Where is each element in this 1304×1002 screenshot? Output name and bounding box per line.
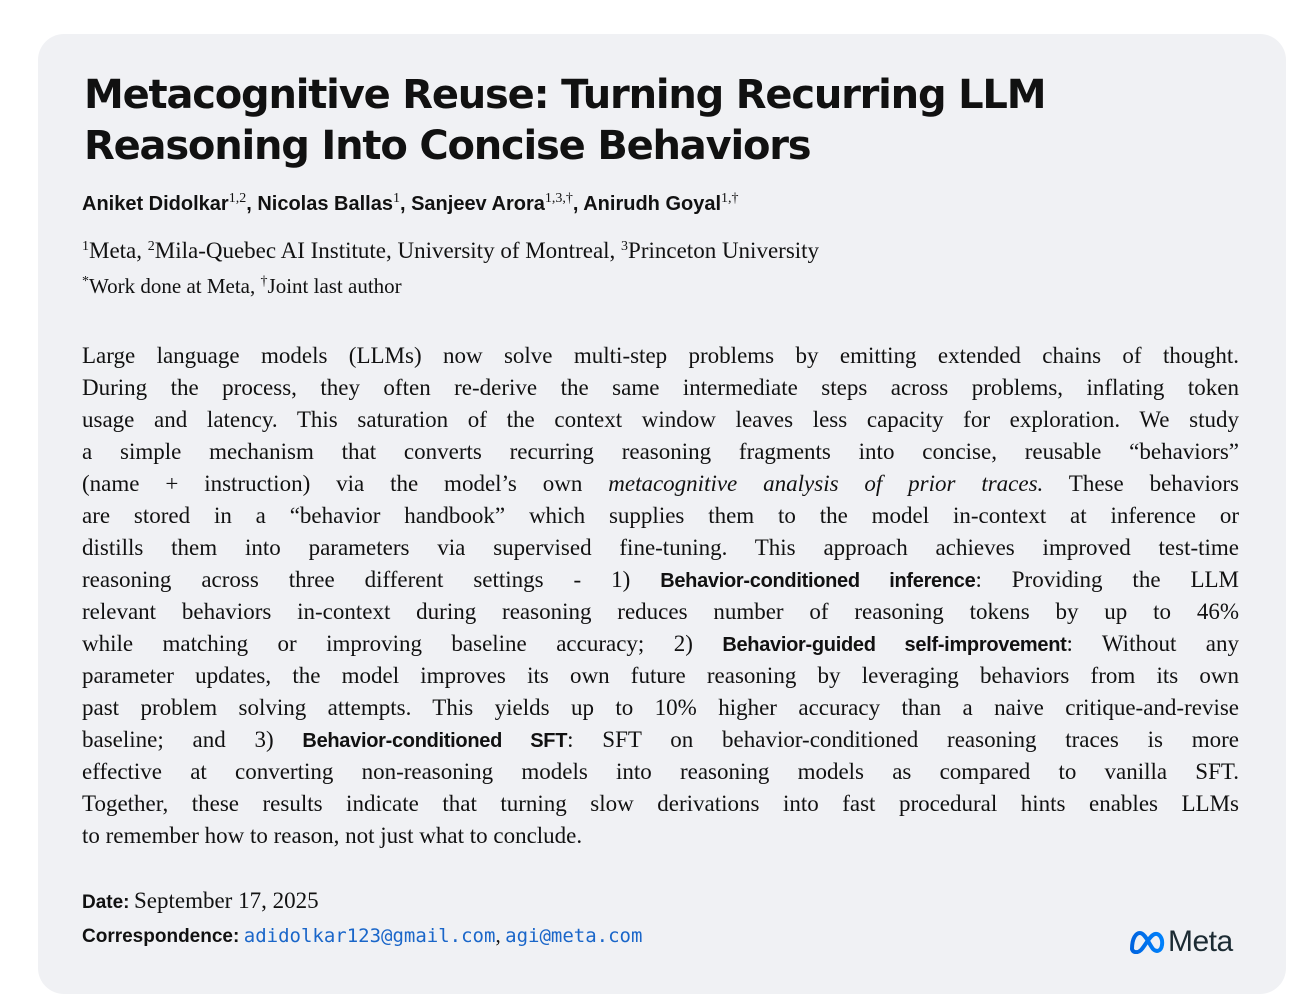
abstract-line: effective at converting non-reasoning models into reasoning models as compared to vanilla SFT. xyxy=(82,759,1239,784)
abstract-bold-term: Behavior-conditioned inference xyxy=(660,570,976,592)
abstract-line: past problem solving attempts. This yields up to 10% higher accuracy than a naive critique-and-revise xyxy=(82,695,1239,720)
abstract-line: usage and latency. This saturation of the context window leaves less capacity for exploration. We study xyxy=(82,407,1239,432)
email-separator: , xyxy=(495,923,501,947)
abstract-line xyxy=(82,564,1239,596)
affiliation-mark: 2 xyxy=(147,239,155,254)
abstract-text: : SFT on behavior-conditioned reasoning traces is more xyxy=(567,727,1239,752)
author-name: Aniket Didolkar xyxy=(82,193,229,215)
abstract-text: while matching or improving baseline accuracy; 2) xyxy=(82,631,693,656)
correspondence-row xyxy=(82,923,642,948)
abstract-line: to remember how to reason, not just what to conclude. xyxy=(82,823,583,848)
note-text: Work done at Meta xyxy=(89,274,251,298)
abstract-line: During the process, they often re-derive the same intermediate steps across problems, inflating token xyxy=(82,375,1239,400)
abstract-text: (name + instruction) via the model’s own xyxy=(82,471,583,496)
author-affiliation-mark: 1 xyxy=(392,191,400,206)
title-line-1: Metacognitive Reuse: Turning Recurring LLM xyxy=(84,72,1046,118)
date-row xyxy=(82,888,319,914)
meta-infinity-icon xyxy=(1128,930,1166,954)
abstract-line: Large language models (LLMs) now solve multi-step problems by emitting extended chains of thought. xyxy=(82,343,1239,368)
note-mark: * xyxy=(82,274,89,289)
author-name: Anirudh Goyal xyxy=(583,193,722,215)
affiliation-name: Meta xyxy=(89,238,137,263)
abstract-line: parameter updates, the model improves its own future reasoning by leveraging behaviors from its own xyxy=(82,663,1239,688)
author-list: Aniket Didolkar$^{1,2}$, Nicolas Ballas$^1$, Sanjeev Arora$^{1,3,\dagger}$, Anirudh Goyal$^{1,\dagger}$ xyxy=(82,191,739,215)
abstract-line: are stored in a “behavior handbook” which supplies them to the model in-context at inference or xyxy=(82,503,1239,528)
note-text: Joint last author xyxy=(267,274,402,298)
author-affiliation-mark: 1,2 xyxy=(228,191,247,206)
title-line-2: Reasoning Into Concise Behaviors xyxy=(84,123,811,169)
abstract-emphasis: metacognitive analysis of prior traces. xyxy=(608,471,1044,496)
abstract-line: relevant behaviors in-context during reasoning reduces number of reasoning tokens by up to 46% xyxy=(82,599,1239,624)
abstract-line: a simple mechanism that converts recurring reasoning fragments into concise, reusable “behaviors” xyxy=(82,439,1239,464)
abstract-text: These behaviors xyxy=(1068,471,1239,496)
abstract-bold-term: Behavior-guided self-improvement xyxy=(722,634,1067,656)
date-value: September 17, 2025 xyxy=(133,888,319,913)
meta-logo xyxy=(1128,922,1248,962)
email-link-adidolkar[interactable]: adidolkar123@gmail.com xyxy=(243,925,496,947)
author-notes: *Work done at Meta, †Joint last author xyxy=(82,274,402,298)
abstract-line xyxy=(82,468,1239,500)
author-affiliation-mark: 1,3,† xyxy=(544,191,573,206)
abstract-line: Together, these results indicate that turning slow derivations into fast procedural hints enables LLMs xyxy=(82,791,1239,816)
abstract-text: baseline; and 3) xyxy=(82,727,274,752)
abstract-line: distills them into parameters via supervised fine-tuning. This approach achieves improved test-time xyxy=(82,535,1239,560)
date-label: Date: xyxy=(82,892,130,913)
author-affiliation-mark: 1,† xyxy=(721,191,739,206)
abstract-text: : Providing the LLM xyxy=(975,567,1240,592)
affiliation-mark: 1 xyxy=(82,239,89,254)
affiliation-name: Mila-Quebec AI Institute, University of Montreal xyxy=(154,238,610,263)
abstract xyxy=(82,340,1239,852)
affiliation-mark: 3 xyxy=(621,239,629,254)
abstract-line xyxy=(82,724,1239,756)
abstract-text: reasoning across three different settings - 1) xyxy=(82,567,631,592)
affiliation-name: Princeton University xyxy=(628,238,820,263)
abstract-bold-term: Behavior-conditioned SFT xyxy=(302,730,568,752)
paper-title xyxy=(84,70,1244,172)
author-name: Nicolas Ballas xyxy=(257,193,393,215)
abstract-text: : Without any xyxy=(1066,631,1239,656)
affiliation-list: $^1$Meta, $^2$Mila-Quebec AI Institute, University of Montreal, $^3$Princeton University xyxy=(82,238,820,263)
correspondence-label: Correspondence: xyxy=(82,926,240,947)
email-link-agi[interactable]: agi@meta.com xyxy=(505,925,643,947)
abstract-line xyxy=(82,628,1239,660)
author-name: Sanjeev Arora xyxy=(411,193,545,215)
note-mark: † xyxy=(260,274,268,289)
meta-wordmark: Meta xyxy=(1168,925,1233,958)
